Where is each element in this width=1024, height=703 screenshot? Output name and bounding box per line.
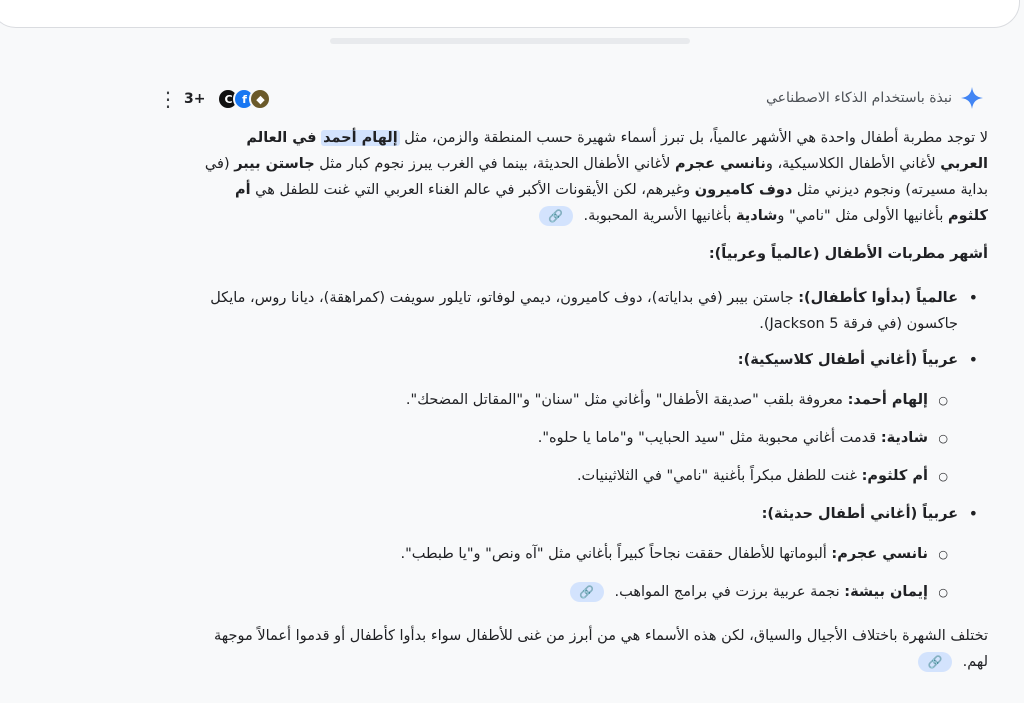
singer-text: ألبوماتها للأطفال حققت نجاحاً كبيراً بأغاني مثل "آه ونص" و"يا طبطب". <box>400 546 832 562</box>
list-item <box>195 541 958 567</box>
intro-text-4: (في بداية مسيرته) ونجوم ديزني مثل <box>204 156 988 198</box>
ai-overview-header <box>0 86 1024 114</box>
singer-text: معروفة بلقب "صديقة الأطفال" وأغاني مثل "سنان" و"المقاتل المضحك". <box>405 392 848 408</box>
categories-list <box>195 285 988 605</box>
list-item <box>195 425 958 451</box>
sources-count[interactable]: 3+ <box>184 91 206 107</box>
category-title: عالمياً (بدأوا كأطفال): <box>798 290 958 306</box>
category-title: عربياً (أغاني أطفال حديثة): <box>761 506 958 522</box>
singer-name: إلهام أحمد: <box>847 392 928 408</box>
ai-overview-label-group <box>766 86 984 110</box>
intro-text-6: بأغانيها الأولى مثل "نامي" و <box>777 208 948 224</box>
more-vert-icon[interactable]: ⋮ <box>158 87 178 111</box>
search-bar[interactable] <box>0 0 1020 28</box>
link-icon[interactable]: 🔗 <box>539 206 573 226</box>
list-item <box>195 387 958 413</box>
category-title: عربياً (أغاني أطفال كلاسيكية): <box>737 352 958 368</box>
list-item <box>195 347 988 489</box>
intro-text-1: لا توجد مطربة أطفال واحدة هي الأشهر عالمياً، بل تبرز أسماء شهيرة حسب المنطقة والزمن، مثل <box>399 130 988 146</box>
singer-text: نجمة عربية برزت في برامج المواهب. <box>614 584 845 600</box>
sub-list <box>195 387 958 489</box>
intro-bold-justin: جاستن بيبر <box>234 156 315 172</box>
singer-text: قدمت أغاني محبوبة مثل "سيد الحبايب" و"ماما يا حلوه". <box>537 430 881 446</box>
intro-text-5: وغيرهم، لكن الأيقونات الأكبر في عالم الغناء العربي التي غنت للطفل هي <box>250 182 695 198</box>
intro-text-7: بأغانيها الأسرية المحبوبة. <box>583 208 737 224</box>
search-bar-shadow <box>330 38 690 44</box>
closing-paragraph <box>195 623 988 675</box>
intro-bold-dove: دوف كاميرون <box>694 182 793 198</box>
list-item <box>195 463 958 489</box>
facebook-icon[interactable]: f <box>233 88 255 110</box>
intro-bold-elham: إلهام أحمد <box>323 130 398 146</box>
intro-text-3: لأغاني الأطفال الحديثة، بينما في الغرب يبرز نجوم كبار مثل <box>314 156 676 172</box>
category-text: جاستن بيبر (في بداياته)، دوف كاميرون، ديمي لوفاتو، تايلور سويفت (كمراهقة)، ديانا روس، مايكل جاكسون (في فرقة Jackson 5). <box>210 290 958 332</box>
source-favicon-3-icon[interactable]: ◆ <box>249 88 271 110</box>
closing-text: تختلف الشهرة باختلاف الأجيال والسياق، لكن هذه الأسماء هي من أبرز من غنى للأطفال سواء بدأوا كأطفال أو قدموا أعمالاً موجهة لهم. <box>214 628 988 670</box>
source-favicons[interactable] <box>217 88 271 110</box>
list-item <box>195 579 958 605</box>
intro-bold-nancy: نانسي عجرم <box>675 156 766 172</box>
intro-bold-shadia: شادية <box>736 208 778 224</box>
gemini-sparkle-icon <box>960 86 984 110</box>
ai-overview-body <box>195 125 988 675</box>
ai-overview-label: نبذة باستخدام الذكاء الاصطناعي <box>766 90 952 106</box>
singer-name: إيمان بيشة: <box>844 584 928 600</box>
singer-name: أم كلثوم: <box>861 468 928 484</box>
singer-name: شادية: <box>880 430 928 446</box>
intro-text-2: لأغاني الأطفال الكلاسيكية، و <box>765 156 941 172</box>
intro-bold-umm-kulthum: أم كلثوم <box>234 182 988 224</box>
singer-name: نانسي عجرم: <box>831 546 928 562</box>
section-heading: أشهر مطربات الأطفال (عالمياً وعربياً): <box>708 246 988 262</box>
source-favicon-1-icon[interactable]: C <box>217 88 239 110</box>
intro-paragraph <box>195 125 988 229</box>
link-icon[interactable]: 🔗 <box>570 582 604 602</box>
singer-text: غنت للطفل مبكراً بأغنية "نامي" في الثلاثينيات. <box>576 468 862 484</box>
sources-group <box>158 88 271 110</box>
sub-list <box>195 541 958 605</box>
intro-bold-arab-world: في العالم العربي <box>246 130 988 172</box>
link-icon[interactable]: 🔗 <box>918 652 952 672</box>
list-item <box>195 285 988 337</box>
list-item <box>195 501 988 605</box>
